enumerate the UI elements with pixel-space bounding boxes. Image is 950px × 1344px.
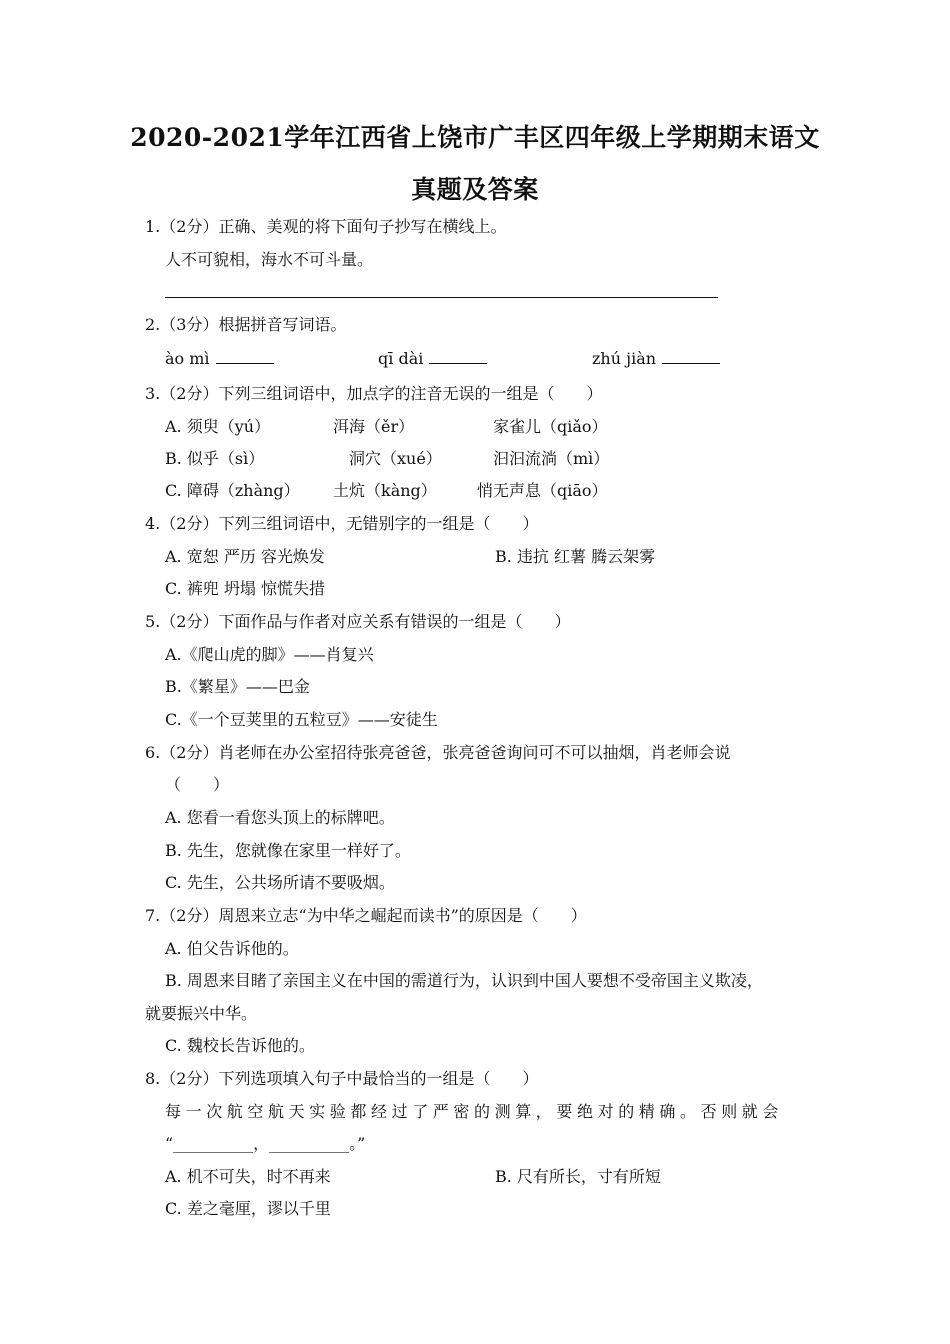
question-5-option-b: B.《繁星》——巴金 (165, 677, 310, 696)
document-title-line-2: 真题及答案 (411, 175, 539, 204)
question-2-item-3 (592, 349, 720, 369)
answer-blank (216, 349, 274, 364)
document-title-line-1: 2020-2021学年江西省上饶市广丰区四年级上学期期末语文 (130, 123, 820, 152)
question-8-stem: 8.（2分）下列选项填入句子中最恰当的一组是（ ） (145, 1069, 539, 1088)
question-6-option-b: B. 先生，您就像在家里一样好了。 (165, 841, 411, 860)
question-7-option-a: A. 伯父告诉他的。 (165, 939, 299, 958)
question-4-option-a: A. 宽恕 严历 容光焕发 (165, 547, 325, 566)
question-3-option-b1: B. 似乎（sì） (165, 449, 265, 468)
question-2-item-1 (165, 349, 274, 369)
question-5-option-c: C.《一个豆荚里的五粒豆》——安徒生 (165, 710, 438, 729)
question-6-stem: 6.（2分）肖老师在办公室招待张亮爸爸，张亮爸爸询问可不可以抽烟，肖老师会说 (145, 743, 731, 762)
question-7-option-b-line-2: 就要振兴中华。 (145, 1004, 258, 1023)
question-4-option-c: C. 裤兜 坍塌 惊慌失措 (165, 579, 326, 598)
question-1-answer-line (165, 297, 718, 298)
question-3-option-b2: 洞穴（xué） (349, 449, 442, 468)
question-3-option-b3: 汩汩流淌（mì） (493, 449, 610, 468)
question-3-stem: 3.（2分）下列三组词语中，加点字的注音无误的一组是（ ） (145, 384, 603, 403)
question-1-stem: 1.（2分）正确、美观的将下面句子抄写在横线上。 (145, 217, 507, 236)
question-3-option-a1: A. 须臾（yú） (165, 417, 271, 436)
pinyin-label: zhú jiàn (592, 349, 657, 368)
question-2-item-2 (378, 349, 487, 369)
pinyin-label: ào mì (165, 349, 210, 368)
question-8-option-a: A. 机不可失，时不再来 (165, 1167, 331, 1186)
question-8-option-c: C. 差之毫厘，谬以千里 (165, 1199, 331, 1218)
question-3-option-c1: C. 障碍（zhàng） (165, 481, 300, 500)
question-4-option-b: B. 违抗 红薯 腾云架雾 (495, 547, 656, 566)
question-1-sentence: 人不可貌相，海水不可斗量。 (165, 250, 374, 269)
question-8-sentence: 每一次航空航天实验都经过了严密的测算，要绝对的精确。否则就会 (165, 1102, 784, 1121)
question-7-option-b-line-1: B. 周恩来目睹了亲国主义在中国的需道行为，认识到中国人要想不受帝国主义欺凌， (165, 971, 763, 990)
question-5-option-a: A.《爬山虎的脚》——肖复兴 (165, 645, 374, 664)
question-7-stem: 7.（2分）周恩来立志“为中华之崛起而读书”的原因是（ ） (145, 906, 587, 925)
question-8-fill-quote: “__________，__________。” (165, 1134, 366, 1153)
answer-blank (429, 349, 487, 364)
question-3-option-a3: 家雀儿（qiǎo） (493, 417, 608, 436)
question-8-option-b: B. 尺有所长，寸有所短 (495, 1167, 661, 1186)
question-6-option-c: C. 先生，公共场所请不要吸烟。 (165, 873, 395, 892)
question-3-option-c2: 土炕（kàng） (333, 481, 437, 500)
question-6-paren: （ ） (165, 775, 230, 794)
question-4-stem: 4.（2分）下列三组词语中，无错别字的一组是（ ） (145, 514, 539, 533)
question-2-stem: 2.（3分）根据拼音写词语。 (145, 315, 347, 334)
question-5-stem: 5.（2分）下面作品与作者对应关系有错误的一组是（ ） (145, 612, 571, 631)
answer-blank (662, 349, 720, 364)
question-7-option-c: C. 魏校长告诉他的。 (165, 1036, 315, 1055)
question-3-option-a2: 洱海（ěr） (333, 417, 415, 436)
pinyin-label: qī dài (378, 349, 424, 368)
question-6-option-a: A. 您看一看您头顶上的标牌吧。 (165, 808, 395, 827)
question-3-option-c3: 悄无声息（qiāo） (477, 481, 608, 500)
